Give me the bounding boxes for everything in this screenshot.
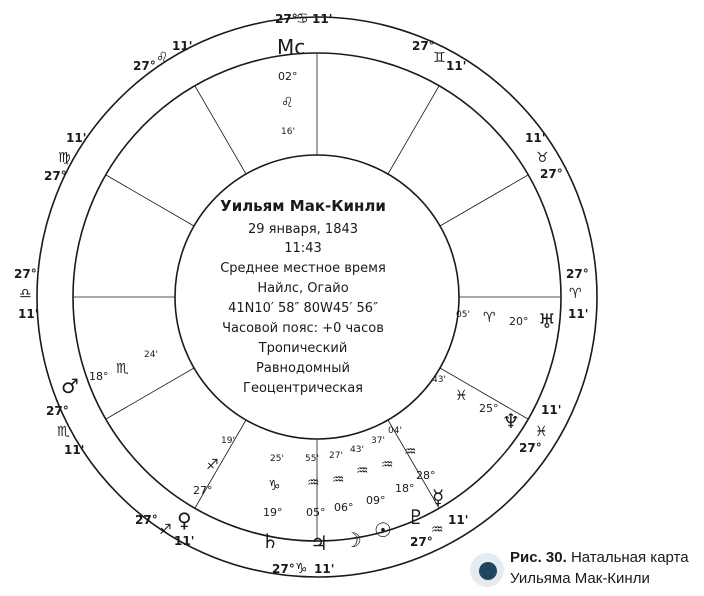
birth-date: 29 января, 1843 [247,222,359,237]
figure-caption [470,549,704,593]
point-degree: 27° [193,484,213,497]
capricorn-sign-icon: ♑ [295,561,308,577]
point-degree: 18° [395,482,415,495]
aquarius-sign-icon: ♒ [307,475,320,491]
cusp-minute: 11' [541,403,562,417]
aquarius-sign-icon: ♒ [332,472,345,488]
house-line [195,86,246,174]
mars-icon: ♂ [61,374,79,398]
point-minute: 19' [221,436,235,446]
birth-time: 11:43 [284,241,322,256]
cusp-degree: 27° [410,535,433,549]
point-minute: 43' [350,445,364,455]
capricorn-sign-icon: ♑ [268,478,281,494]
gemini-sign-icon: ♊ [433,50,446,66]
point-degree: 02° [278,70,298,83]
aquarius-sign-icon: ♒ [381,457,394,473]
point-minute: 25' [270,454,284,464]
jupiter-icon: ♃ [310,531,328,555]
point-degree: 19° [263,506,283,519]
scorpio-sign-icon: ♏ [116,361,129,377]
caption-text-2: Уильяма Мак-Кинли [510,570,650,587]
cusp-minute: 11' [312,12,333,26]
mercury-icon: ☿ [432,485,445,509]
point-degree: 28° [416,469,436,482]
libra-sign-icon: ♎ [19,286,32,302]
point-minute: 43' [432,375,446,385]
house-line [440,175,528,226]
cusp-minute: 11' [314,562,335,576]
cusp-degree: 27° [135,513,158,527]
time-type: Среднее местное время [220,261,386,276]
cusp-minute: 11' [18,307,39,321]
cusp-degree: 27° [272,562,295,576]
house-system: Равнодомный [256,361,350,376]
sagittarius-sign-icon: ♐ [206,457,219,473]
house-lines [73,53,561,541]
cusp-degree: 27° [412,39,435,53]
cusp-degree: 27° [540,167,563,181]
aries-sign-icon: ♈ [569,286,582,302]
saturn-icon: ♄ [261,529,279,553]
sagittarius-sign-icon: ♐ [159,522,172,538]
caption-text-1: Натальная карта [570,549,689,566]
house-line [106,175,194,226]
pluto-icon: ♇ [407,505,425,529]
house-line [388,86,439,174]
birth-place: Найлс, Огайо [257,281,349,296]
point-degree: 18° [89,370,109,383]
cusp-minute: 11' [448,513,469,527]
coordinates: 41N10′ 58″ 80W45′ 56″ [228,301,378,316]
venus-icon: ♀ [177,508,192,532]
cusp-degree: 27° [133,59,156,73]
point-degree: 05° [306,506,326,519]
aquarius-sign-icon: ♒ [431,522,444,538]
aquarius-sign-icon: ♒ [404,444,417,460]
aquarius-sign-icon: ♒ [356,463,369,479]
caption-dot-icon [479,562,497,580]
sun-icon: ☉ [374,518,392,542]
chart-info [220,197,386,396]
caption-line-1 [510,549,689,566]
point-degree: 20° [509,315,529,328]
cusp-minute: 11' [525,131,546,145]
cusp-minute: 11' [172,39,193,53]
pisces-sign-icon: ♓ [535,424,548,440]
cusp-minute: 11' [446,59,467,73]
cusp-degree: 27° [566,267,589,281]
cusp-degree: 27° [14,267,37,281]
timezone: Часовой пояс: +0 часов [222,321,384,336]
pisces-sign-icon: ♓ [455,388,468,404]
moon-icon: ☽ [344,528,362,552]
point-degree: 06° [334,501,354,514]
point-minute: 55' [305,454,319,464]
cusp-degree: 27° [519,441,542,455]
leo-sign-icon: ♌ [281,95,294,111]
caption-line-2 [510,570,650,587]
aries-sign-icon: ♈ [483,310,496,326]
cancer-sign-icon: ♋ [296,11,309,27]
point-minute: 24' [144,350,158,360]
perspective: Геоцентрическая [243,381,363,396]
point-minute: 27' [329,451,343,461]
midheaven-icon: Mc [277,35,306,59]
point-degree: 09° [366,494,386,507]
scorpio-sign-icon: ♏ [57,424,70,440]
cusp-minute: 11' [568,307,589,321]
point-minute: 16' [281,127,295,137]
zodiac-type: Тропический [258,341,348,356]
neptune-icon: ♆ [502,409,520,433]
cusp-minute: 11' [174,534,195,548]
point-minute: 04' [388,426,402,436]
person-name: Уильям Мак-Кинли [220,197,386,215]
point-minute: 37' [371,436,385,446]
cusp-degree: 27° [275,12,298,26]
cusp-minute: 11' [66,131,87,145]
cusp-degree: 27° [44,169,67,183]
caption-label: Рис. 30. [510,549,567,566]
cusp-minute: 11' [64,443,85,457]
virgo-sign-icon: ♍ [58,150,71,166]
uranus-icon: ♅ [538,309,556,333]
leo-sign-icon: ♌ [156,50,169,66]
taurus-sign-icon: ♉ [536,150,549,166]
point-degree: 25° [479,402,499,415]
point-minute: 05' [456,310,470,320]
cusp-degree: 27° [46,404,69,418]
